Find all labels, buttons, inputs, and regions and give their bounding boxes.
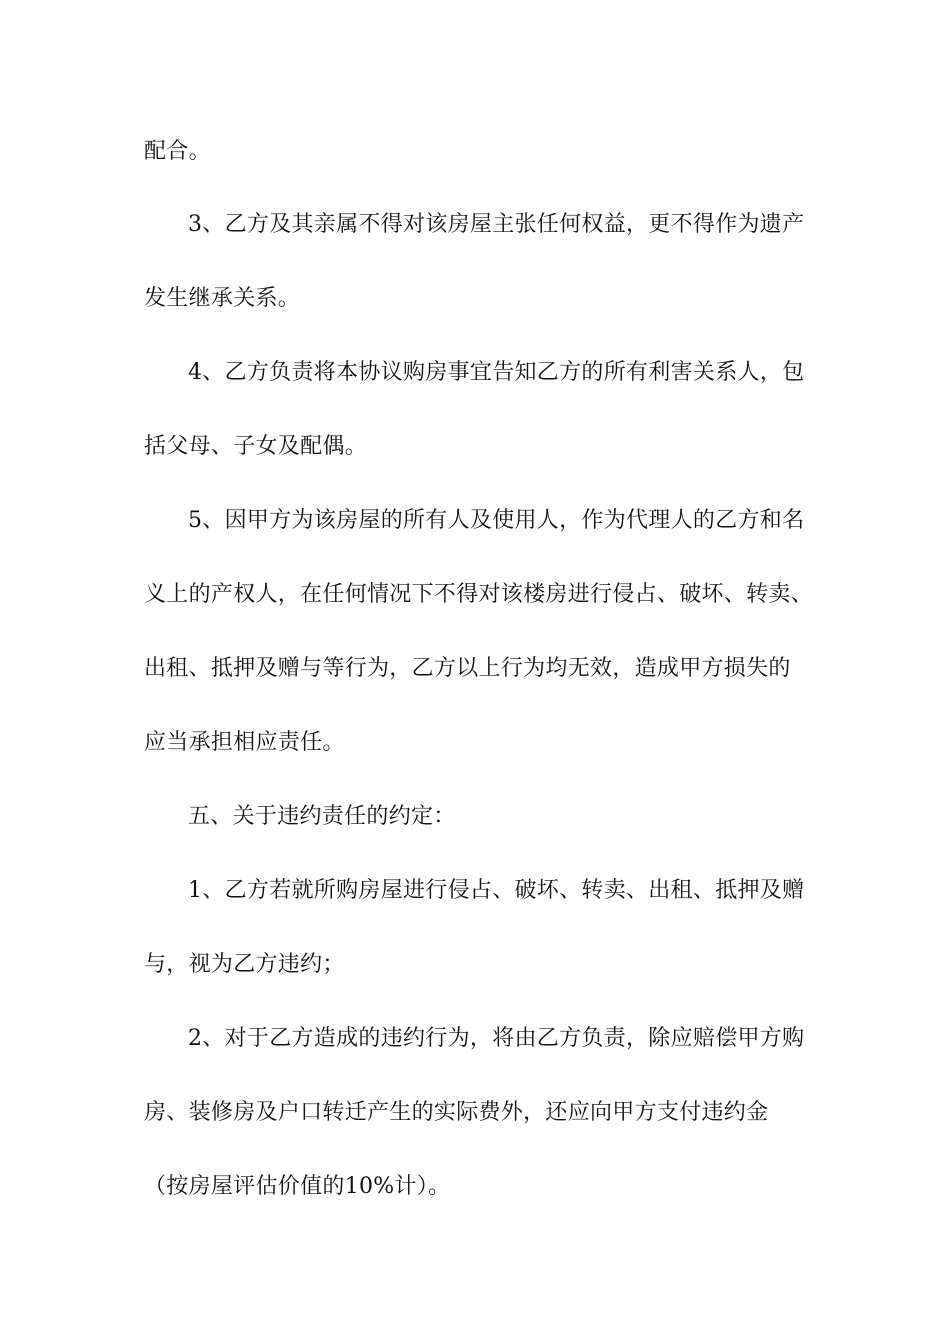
- text-line: 括父母、子女及配偶。: [144, 434, 368, 459]
- section-heading: 五、关于违约责任的约定：: [188, 804, 456, 829]
- text-line: （按房屋评估价值的10%计）。: [144, 1174, 451, 1199]
- text-line: 义上的产权人，在任何情况下不得对该楼房进行侵占、破坏、转卖、: [144, 582, 814, 607]
- paragraph-item-1: 1、乙方若就所购房屋进行侵占、破坏、转卖、出租、抵押及赠: [188, 878, 805, 903]
- text-line: 配合。: [144, 139, 211, 164]
- text-line: 房、装修房及户口转迁产生的实际费外，还应向甲方支付违约金: [144, 1100, 769, 1125]
- text-line: 出租、抵押及赠与等行为，乙方以上行为均无效，造成甲方损失的: [144, 656, 791, 681]
- text-line: 发生继承关系。: [144, 286, 301, 311]
- text-line: 与，视为乙方违约；: [144, 952, 345, 977]
- paragraph-item-2: 2、对于乙方造成的违约行为，将由乙方负责，除应赔偿甲方购: [188, 1026, 805, 1051]
- paragraph-item-5: 5、因甲方为该房屋的所有人及使用人，作为代理人的乙方和名: [188, 508, 805, 533]
- text-line: 应当承担相应责任。: [144, 730, 345, 755]
- paragraph-item-3: 3、乙方及其亲属不得对该房屋主张任何权益，更不得作为遗产: [188, 212, 805, 237]
- paragraph-item-4: 4、乙方负责将本协议购房事宜告知乙方的所有利害关系人，包: [188, 360, 805, 385]
